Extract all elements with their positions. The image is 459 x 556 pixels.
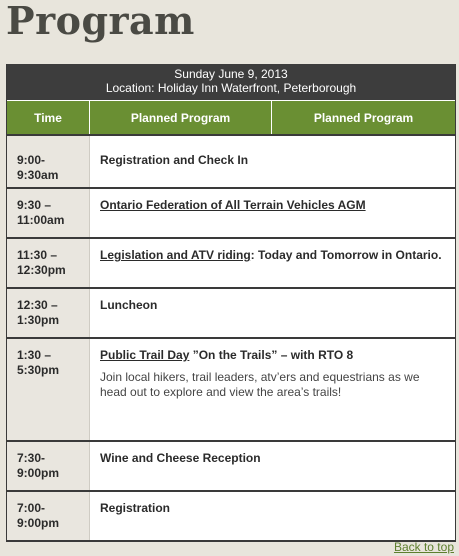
program-text: Registration and Check In: [100, 153, 249, 167]
column-header-program-2: Planned Program: [313, 110, 414, 125]
table-row: [7, 490, 455, 540]
program-text: Registration: [100, 501, 171, 515]
program-text: Luncheon: [100, 298, 158, 312]
row-program: [90, 289, 455, 337]
event-location: Location: Holiday Inn Waterfront, Peterborough: [105, 81, 357, 95]
row-time: 12:30 – 1:30pm: [7, 289, 90, 337]
table-row: [7, 440, 455, 490]
table-row: [7, 187, 455, 237]
table-row: [7, 287, 455, 337]
program-text: Wine and Cheese Reception: [100, 451, 261, 465]
program-text: : Today and Tomorrow in Ontario.: [250, 248, 442, 262]
program-description: Join local hikers, trail leaders, atv’ers and equestrians as we head out to explore and view the area’s trails!: [100, 370, 420, 399]
row-program: [90, 136, 455, 187]
row-time: 7:30- 9:00pm: [7, 442, 90, 490]
row-time: 1:30 – 5:30pm: [7, 339, 90, 440]
table-row: [7, 337, 455, 440]
row-time: 11:30 – 12:30pm: [7, 239, 90, 287]
table-bottom-border: [7, 540, 455, 542]
row-program: [90, 189, 455, 237]
row-time: 9:00- 9:30am: [7, 136, 90, 187]
column-headers: [7, 100, 455, 134]
program-link[interactable]: Public Trail Day: [100, 348, 190, 362]
table-row: [7, 237, 455, 287]
program-link[interactable]: Ontario Federation of All Terrain Vehicles AGM: [100, 198, 366, 212]
row-program: [90, 239, 455, 287]
program-text: ”On the Trails” – with RTO 8: [189, 348, 354, 362]
column-header-time: Time: [7, 101, 90, 134]
event-date: Sunday June 9, 2013: [174, 67, 288, 81]
program-link[interactable]: Legislation and ATV riding: [100, 248, 251, 262]
program-table: [6, 64, 456, 542]
table-row: [7, 134, 455, 187]
column-header-program: Planned Program: [90, 101, 272, 134]
row-program: [90, 492, 455, 540]
row-time: 9:30 – 11:00am: [7, 189, 90, 237]
page-title: Program: [6, 0, 195, 43]
row-program: [90, 339, 455, 440]
back-to-top-link[interactable]: Back to top: [393, 540, 454, 554]
row-program: [90, 442, 455, 490]
event-header: [7, 64, 455, 100]
row-time: 7:00- 9:00pm: [7, 492, 90, 540]
